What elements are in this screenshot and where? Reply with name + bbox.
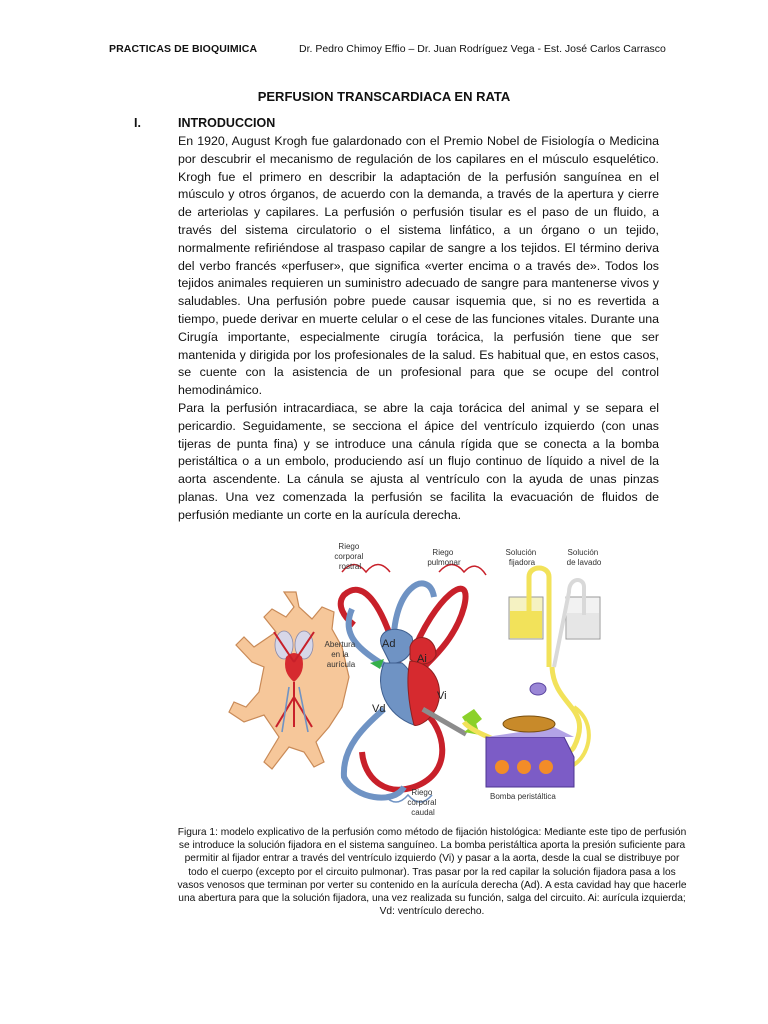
perfusion-apparatus [464,568,600,787]
caudal-loop-artery [362,712,442,790]
perfusion-diagram [224,537,616,820]
pump-button-2 [517,760,531,774]
section-heading: INTRODUCCION [178,116,276,130]
pump-rotor [503,716,555,732]
rostral-loop-vein [349,609,384,665]
pump-button-1 [495,760,509,774]
label-riego-caudal: Riego corporal caudal [407,788,437,817]
label-solucion-lavado: Solución de lavado [566,548,602,567]
cannula [422,707,468,736]
label-riego-pulmonar: Riego pulmonar [427,548,461,567]
rat-body [229,592,349,769]
label-ad: Ad [382,638,396,650]
wash-liquid [567,613,599,638]
label-vi: Vi [437,690,447,702]
label-bomba: Bomba peristáltica [490,792,556,801]
label-abertura: Abertura en la aurícula [324,640,356,669]
body-text [178,133,659,525]
fixative-liquid [510,611,542,638]
paragraph-introduction: En 1920, August Krogh fue galardonado con el Premio Nobel de Fisiología o Medicina por descubrir el mecanismo de regulación de los capilares en el músculo esquelético. Krogh fue el primero en describir la adaptación de la perfusión sanguínea en el músculo y otros órganos, de acuerdo con la demanda, a través de la apertura y cierre de arteriolas y capilares. La perfusión o perfusión tisular es el paso de un fluido, a través del sistema circulatorio o el sistema linfático, a un órgano o un tejido, normalmente refiriéndose al traspaso capilar de sangre a los tejidos. El término deriva del verbo francés «perfuser», que significa «verter encima o a través de». Todos los tejidos animales requieren un suministro adecuado de sangre para mantenerse vivos y saludables. Una perfusión pobre puede causar isquemia que, si no es revertida a tiempo, puede derivar en muerte celular o el cese de las funciones vitales. Durante una Cirugía importante, especialmente cirugía torácica, la perfusión tiene que ser mantenida y dirigida por los profesionales de la salud. Es habitual que, en estos casos, se cuente con la asistencia de un profesional para que se ocupe del control hemodinámico. [178,134,659,398]
pump-valve [530,683,546,695]
section-number: I. [134,116,141,130]
label-vd: Vd [372,703,386,715]
rat-illustration [229,592,349,769]
figure-caption: Figura 1: modelo explicativo de la perfusión como método de fijación histológica: Mediante este tipo de perfusión se introduce la solución fijadora en el sistema sanguíneo. La bomba peristáltica aporta la presión suficiente para permitir al fijador entrar a través del ventrículo izquierdo (Vi) y pasar a la aorta, desde la cual se distribuye por todo el cuerpo (excepto por el circuito pulmonar). Tras pasar por la red capilar la solución fijadora pasa a los vasos venosos que terminan por verter su contenido en la aurícula derecha (Ad). A esta cavidad hay que hacerle una abertura para que la solución fijadora, una vez realizada su función, salga del circuito. Ai: aurícula izquierda; Vd: ventrículo derecho. [177,827,687,918]
label-solucion-fijadora: Solución fijadora [505,548,537,567]
paragraph-procedure: Para la perfusión intracardiaca, se abre la caja torácica del animal y se separa el pericardio. Seguidamente, se secciona el ápice del ventrículo izquierdo (con unas tijeras de punta fina) y se introduce una cánula rígida que se conecta a la bomba peristáltica o a un embolo, produciendo así un flujo continuo de líquido a nivel de la aorta ascendente. La cánula se ajusta al ventrículo con la ayuda de unas pinzas planas. Una vez comenzada la perfusión se facilita la evacuación de fluidos de perfusión mediante un corte en la aurícula derecha. [178,400,659,522]
header-course-title: PRACTICAS DE BIOQUIMICA [109,43,258,55]
label-riego-rostral: Riego corporal rostral [334,542,364,571]
document-title: PERFUSION TRANSCARDIACA EN RATA [257,89,511,104]
header-authors: Dr. Pedro Chimoy Effio – Dr. Juan Rodríguez Vega - Est. José Carlos Carrasco [299,43,666,55]
label-ai: Ai [417,653,427,665]
pump-button-3 [539,760,553,774]
caudal-loop-vein [344,709,404,798]
